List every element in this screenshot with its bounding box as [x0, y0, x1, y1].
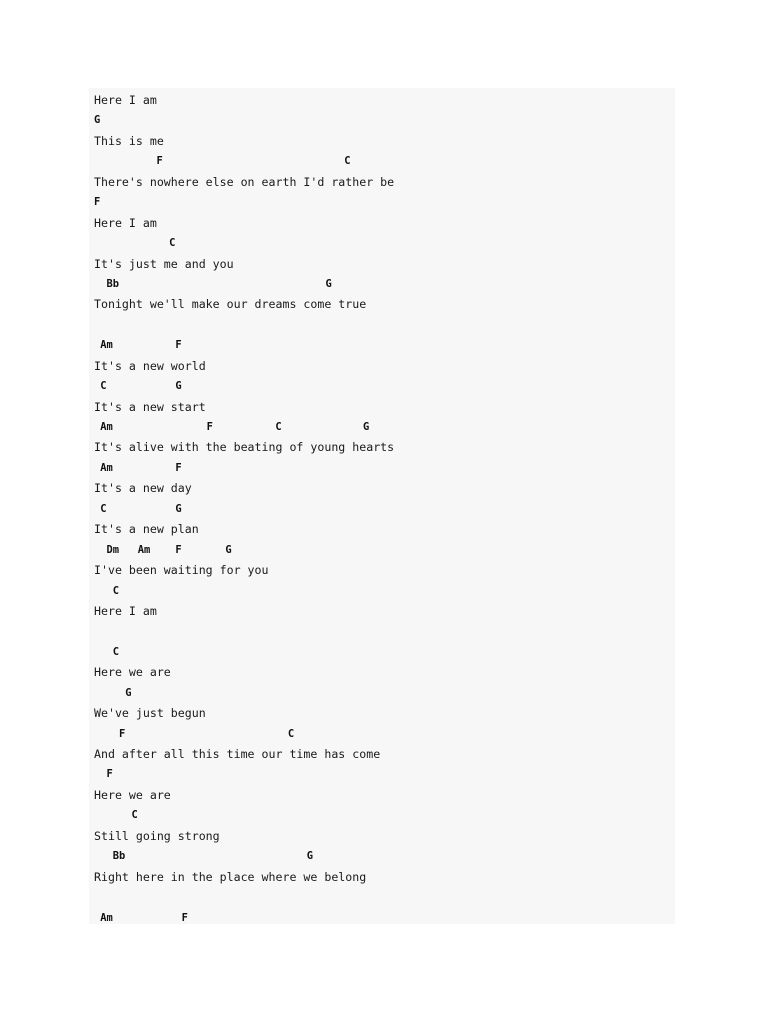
lyric-line: It's a new day	[94, 481, 192, 496]
chord-line: C G	[94, 502, 182, 515]
chord-line: F C	[94, 727, 295, 740]
chord-line: G	[94, 686, 132, 699]
chord-line: Am F C G	[94, 421, 370, 433]
lyric-line: Tonight we'll make our dreams come true	[94, 297, 367, 312]
chord-line: C	[94, 809, 138, 822]
lyric-line: Right here in the place where we belong	[94, 869, 367, 884]
chord-line: Am F	[94, 339, 182, 352]
lyric-line: Here I am	[94, 93, 157, 107]
lyric-line: Here we are	[94, 665, 171, 680]
chord-sheet-page	[89, 88, 675, 924]
lyric-line: It's a new plan	[94, 522, 199, 537]
lyric-line: This is me	[94, 133, 164, 148]
chord-line: C G	[94, 380, 182, 393]
lyric-line: Here I am	[94, 215, 157, 230]
lyric-line: It's a new start	[94, 399, 206, 414]
chord-line: F	[94, 768, 113, 781]
lyric-line: It's just me and you	[94, 256, 234, 271]
lyric-line: I've been waiting for you	[94, 563, 269, 578]
chord-line: G	[94, 114, 101, 127]
lyric-line: Here I am	[94, 603, 157, 618]
chord-line: F C	[94, 155, 351, 168]
chord-line: Dm Am F G	[94, 543, 232, 556]
blank-line	[94, 887, 394, 907]
chord-line: C	[94, 237, 176, 250]
chord-line: Bb G	[94, 277, 332, 290]
lyric-line: It's alive with the beating of young hearts	[94, 440, 395, 455]
lyric-line: There's nowhere else on earth I'd rather be	[94, 174, 395, 189]
blank-line	[94, 315, 394, 335]
chord-line: C	[94, 584, 120, 597]
lyric-line: And after all this time our time has come	[94, 747, 381, 761]
lyric-line: Here we are	[94, 787, 171, 802]
chord-line: Am F	[94, 911, 188, 924]
lyric-line: We've just begun	[94, 706, 206, 721]
lyric-line: Still going strong	[94, 828, 220, 843]
lyric-line: It's a new world	[94, 358, 206, 373]
chord-line: Am F	[94, 461, 182, 474]
chord-line: F	[94, 196, 101, 209]
chord-line: C	[94, 645, 120, 658]
blank-line	[94, 621, 394, 641]
chord-line: Bb G	[94, 850, 313, 863]
song-lines	[94, 90, 394, 924]
